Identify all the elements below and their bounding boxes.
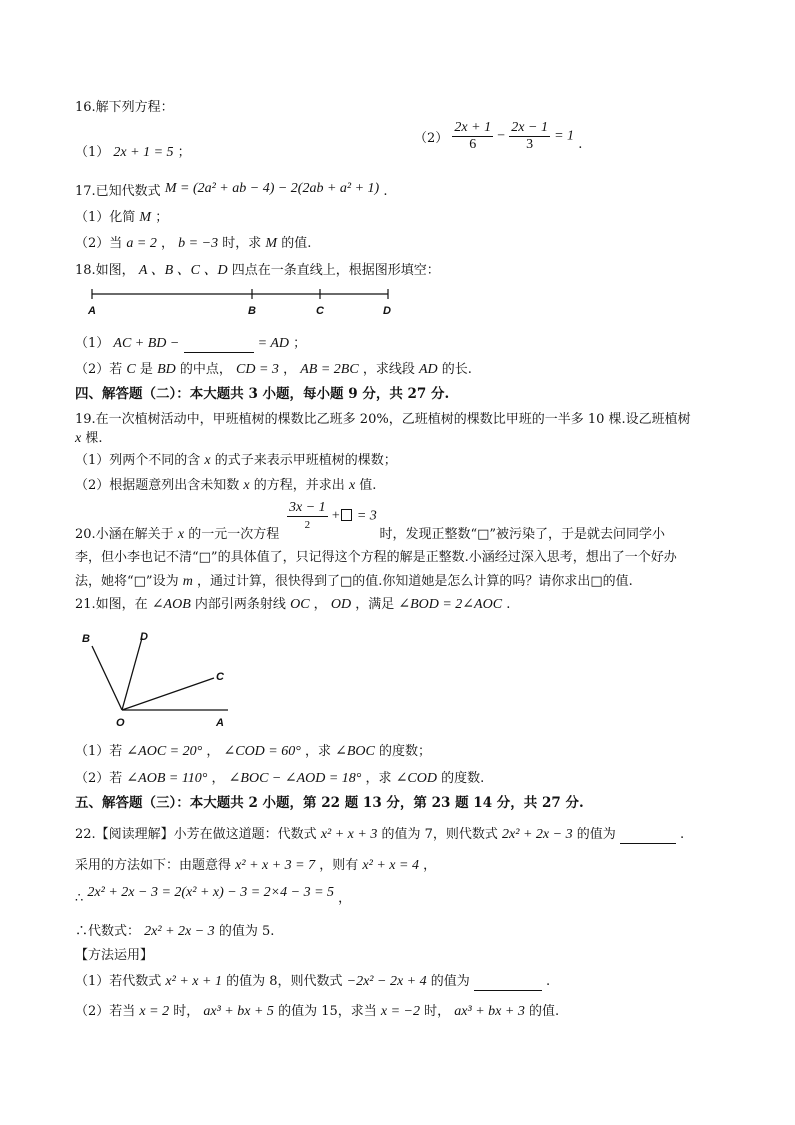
q16-p2-den1: 6: [469, 137, 477, 152]
q22-line1-b: 的值为 7，则代数式: [381, 827, 498, 842]
q16-p2-minus: −: [497, 128, 506, 144]
q22-p1-e2: −2x² − 2x + 4: [346, 974, 427, 989]
q17-end: .: [383, 184, 388, 199]
q21-title-e: .: [506, 597, 511, 612]
q21-title-d: ，满足: [355, 597, 395, 612]
q16-p2-end: .: [578, 137, 583, 152]
q21-p1-b: ，: [206, 744, 220, 759]
q20-line1-b: 的一元一次方程: [188, 527, 280, 542]
q18-title-a: 18.如图，: [75, 263, 135, 278]
q18-p1-blank[interactable]: [184, 338, 254, 353]
q22-p2-c: 的值为 15，求当: [278, 1004, 377, 1019]
q21-p1-d: 的度数；: [379, 744, 432, 759]
q22-line1-e1: x² + x + 3: [320, 827, 378, 842]
q21-p2-c: ，求: [365, 771, 392, 786]
q18-label-a: A: [88, 305, 96, 317]
q18-p1-a: AC + BD −: [113, 336, 180, 351]
q22-line2-a: 采用的方法如下：由题意得: [75, 858, 232, 873]
q21-title-eq: ∠BOD = 2∠AOC: [398, 597, 503, 612]
q17-expression: M = (2a² + ab − 4) − 2(2ab + a² + 1): [164, 181, 380, 196]
q16-p1-label: （1）: [75, 145, 110, 160]
q22-line4-e: 2x² + 2x − 3: [144, 924, 215, 939]
q20-eq-num: 3x − 1: [289, 500, 326, 515]
section-4-heading: 四、解答题（二）：本大题共 3 小题，每小题 9 分，共 27 分.: [75, 386, 450, 402]
q18-label-b: B: [248, 305, 256, 317]
q18-p2-eq2: AB = 2BC: [300, 362, 359, 377]
q20-smudged-box: [341, 509, 352, 521]
q21-p2-eq1: ∠AOB = 110°: [126, 771, 208, 786]
q16-part2: [414, 120, 582, 153]
q20-line2: 李，但小李也记不清“□”的具体值了，只记得这个方程的解是正整数.小涵经过深入思考，想出了一个好办: [75, 550, 677, 565]
q22-line4-b: 的值为 5.: [218, 924, 275, 939]
q21-p2-b: ，: [211, 771, 225, 786]
q22-line1-e2: 2x² + 2x − 3: [502, 827, 573, 842]
q20-line1: [75, 526, 665, 544]
q18-p2-g: 的长.: [441, 362, 472, 377]
q22-p2-e2: ax³ + bx + 5: [203, 1004, 274, 1019]
q21-title-aob: ∠AOB: [151, 597, 191, 612]
q19-line2-var: x: [75, 431, 82, 446]
q21-p2-a: （2）若: [75, 771, 123, 786]
q17-part1: [75, 209, 168, 227]
q18-p1-b: = AD: [257, 336, 290, 351]
q22-p2-b: 时，: [173, 1004, 200, 1019]
q22-line1-blank[interactable]: [620, 829, 676, 844]
q22-line2-c: ，: [423, 858, 437, 873]
q22-line4-a: ∴代数式：: [75, 924, 141, 939]
q22-line1-a: 22.【阅读理解】小芳在做这道题：代数式: [75, 827, 317, 842]
q20-eq-rest: = 3: [356, 508, 377, 524]
q18-p2-c: C: [126, 362, 136, 377]
q19-p2-var2: x: [348, 478, 356, 493]
q22-line2: [75, 857, 436, 875]
q22-part1: [75, 973, 550, 991]
q21-title-c: ，: [313, 597, 327, 612]
q16-p2-num2: 2x − 1: [511, 120, 548, 135]
section-5-heading: 五、解答题（三）：本大题共 2 小题，第 22 题 13 分，第 23 题 14 分，共 27 分.: [75, 795, 584, 811]
q21-p1-eq1: ∠AOC = 20°: [126, 744, 203, 759]
q21-label-c: C: [216, 671, 224, 683]
q21-title-od: OD: [330, 597, 352, 612]
q19-part2: [75, 477, 376, 495]
q22-p1-blank[interactable]: [474, 976, 542, 991]
q18-p2-bd: BD: [157, 362, 176, 377]
q18-p2-e: ，: [283, 362, 297, 377]
q22-line3: [75, 884, 351, 908]
q22-line2-e2: x² + x = 4: [362, 858, 419, 873]
q20-line1-var: x: [177, 527, 185, 542]
q17-p2-d: 的值.: [281, 236, 312, 251]
q21-part2: [75, 770, 484, 788]
q17-title: 17.已知代数式: [75, 184, 161, 199]
q16-p2-label: （2）: [414, 131, 449, 146]
q22-line1-end: .: [680, 827, 685, 842]
q21-label-d: D: [140, 631, 148, 643]
q17-p1-var: M: [139, 210, 152, 225]
q22-line3-end: ，: [338, 891, 352, 906]
q22-line3-eq: 2x² + 2x − 3 = 2(x² + x) − 3 = 2×4 − 3 = 5: [87, 885, 335, 900]
q21-p1-c: ，求: [304, 744, 331, 759]
q17-p2-a: （2）当: [75, 236, 123, 251]
q20-line3-b: ，通过计算，很快得到了□的值.你知道她是怎么计算的吗？请你求出□的值.: [196, 574, 633, 589]
q18-p2-a: （2）若: [75, 362, 123, 377]
q19-part1: [75, 452, 397, 470]
q21-p2-eq2: ∠BOC − ∠AOD = 18°: [228, 771, 362, 786]
q19-line2: [75, 430, 103, 448]
q22-line2-b: ，则有: [319, 858, 359, 873]
q22-p2-a: （2）若当: [75, 1004, 136, 1019]
q19-p2-b: 的方程，并求出: [253, 478, 345, 493]
q19-line1: 19.在一次植树活动中，甲班植树的棵数比乙班多 20%，乙班植树的棵数比甲班的一半多 10 棵.设乙班植树: [75, 412, 691, 427]
q21-ray-ob: [92, 646, 122, 710]
q16-p2-den2: 3: [526, 137, 534, 152]
q22-p2-e: 的值.: [528, 1004, 560, 1019]
q22-p1-c: 的值为: [430, 974, 470, 989]
q18-line-figure: [80, 286, 400, 320]
q16-p1-equation: 2x + 1 = 5: [113, 145, 174, 160]
q22-line2-e1: x² + x + 3 = 7: [235, 858, 316, 873]
q21-angle-figure: [78, 626, 238, 730]
q21-title-b: 内部引两条射线: [194, 597, 286, 612]
q21-p1-a: （1）若: [75, 744, 123, 759]
q18-title-line: [75, 262, 440, 280]
q21-ray-od: [122, 638, 142, 710]
q22-method-heading: 【方法运用】: [75, 948, 154, 963]
q16-part1: [75, 144, 191, 162]
q19-p1-b: 的式子来表示甲班植树的棵数；: [214, 453, 397, 468]
q22-p2-e1: x = 2: [139, 1004, 170, 1019]
q21-p2-angle: ∠COD: [395, 771, 437, 786]
q21-title-a: 21.如图，在: [75, 597, 148, 612]
q19-p2-c: 值.: [359, 478, 377, 493]
q22-p1-e1: x² + x + 1: [165, 974, 222, 989]
q20-line3-var: m: [182, 574, 193, 589]
q22-p1-end: .: [546, 974, 551, 989]
q22-p2-e3: x = −2: [380, 1004, 420, 1019]
q17-p2-c: 时，求: [222, 236, 262, 251]
q18-title-points: A 、B 、C 、D: [138, 263, 228, 278]
q17-p1-text: （1）化简: [75, 210, 136, 225]
q16-p1-end: ；: [177, 145, 191, 160]
q21-title-oc: OC: [290, 597, 310, 612]
q22-p1-a: （1）若代数式: [75, 974, 162, 989]
q18-p2-eq1: CD = 3: [236, 362, 279, 377]
q20-line3-a: 法，她将“□”设为: [75, 574, 179, 589]
q20-equation: $\frac{3x - 1}{2}$ + = 3: [289, 500, 377, 531]
q21-ray-oc: [122, 678, 214, 710]
q19-p2-var: x: [243, 478, 250, 493]
q21-part1: [75, 743, 431, 761]
q19-line2-text: 棵.: [85, 431, 103, 446]
q21-label-b: B: [82, 633, 90, 645]
q19-p1-var: x: [204, 453, 211, 468]
q22-p2-d: 时，: [424, 1004, 451, 1019]
q18-p1-label: （1）: [75, 336, 110, 351]
q17-part2: [75, 235, 311, 253]
q17-p2-b: ，: [161, 236, 175, 251]
q18-part1: [75, 335, 306, 353]
q17-p2-var: M: [265, 236, 278, 251]
q18-p1-end: ；: [293, 336, 307, 351]
q22-part2: [75, 1003, 559, 1021]
q18-label-d: D: [383, 305, 391, 317]
q21-p1-eq2: ∠COD = 60°: [223, 744, 301, 759]
q18-part2: [75, 361, 472, 379]
q18-p2-f: ，求线段: [362, 362, 415, 377]
q22-line1-c: 的值为: [576, 827, 616, 842]
q16-p2-frac2: [509, 120, 550, 153]
q18-p2-ad: AD: [418, 362, 438, 377]
q21-label-o: O: [116, 717, 125, 729]
q18-label-c: C: [316, 305, 324, 317]
q17-title-line: [75, 180, 388, 201]
q18-title-b: 四点在一条直线上，根据图形填空：: [231, 263, 440, 278]
q22-line3-therefore: ∴: [75, 891, 84, 906]
q17-p1-end: ；: [155, 210, 169, 225]
q19-p2-a: （2）根据题意列出含未知数: [75, 478, 240, 493]
q21-title-line: [75, 596, 510, 614]
q21-p2-d: 的度数.: [441, 771, 485, 786]
q16-p2-frac1: [452, 120, 493, 153]
q22-line1: [75, 826, 684, 844]
q22-p2-e4: ax³ + bx + 3: [454, 1004, 525, 1019]
q21-label-a: A: [216, 717, 224, 729]
q20-line3: [75, 573, 633, 591]
q16-title: 16.解下列方程：: [75, 100, 174, 115]
q19-p1-a: （1）列两个不同的含: [75, 453, 201, 468]
q20-eq-den: 2: [304, 519, 311, 531]
q20-line1-c: 时，发现正整数“□”被污染了，于是就去问同学小: [379, 527, 666, 542]
q16-p2-rhs: = 1: [554, 128, 575, 144]
q18-p2-b: 是: [139, 362, 153, 377]
q21-p1-angle: ∠BOC: [335, 744, 375, 759]
q16-p2-num1: 2x + 1: [454, 120, 492, 135]
q22-p1-b: 的值为 8，则代数式: [226, 974, 343, 989]
q17-p2-eq1: a = 2: [126, 236, 157, 251]
q18-p2-d: 的中点，: [179, 362, 232, 377]
q17-p2-eq2: b = −3: [178, 236, 219, 251]
q22-line4: [75, 923, 274, 941]
q20-line1-a: 20.小涵在解关于: [75, 527, 174, 542]
